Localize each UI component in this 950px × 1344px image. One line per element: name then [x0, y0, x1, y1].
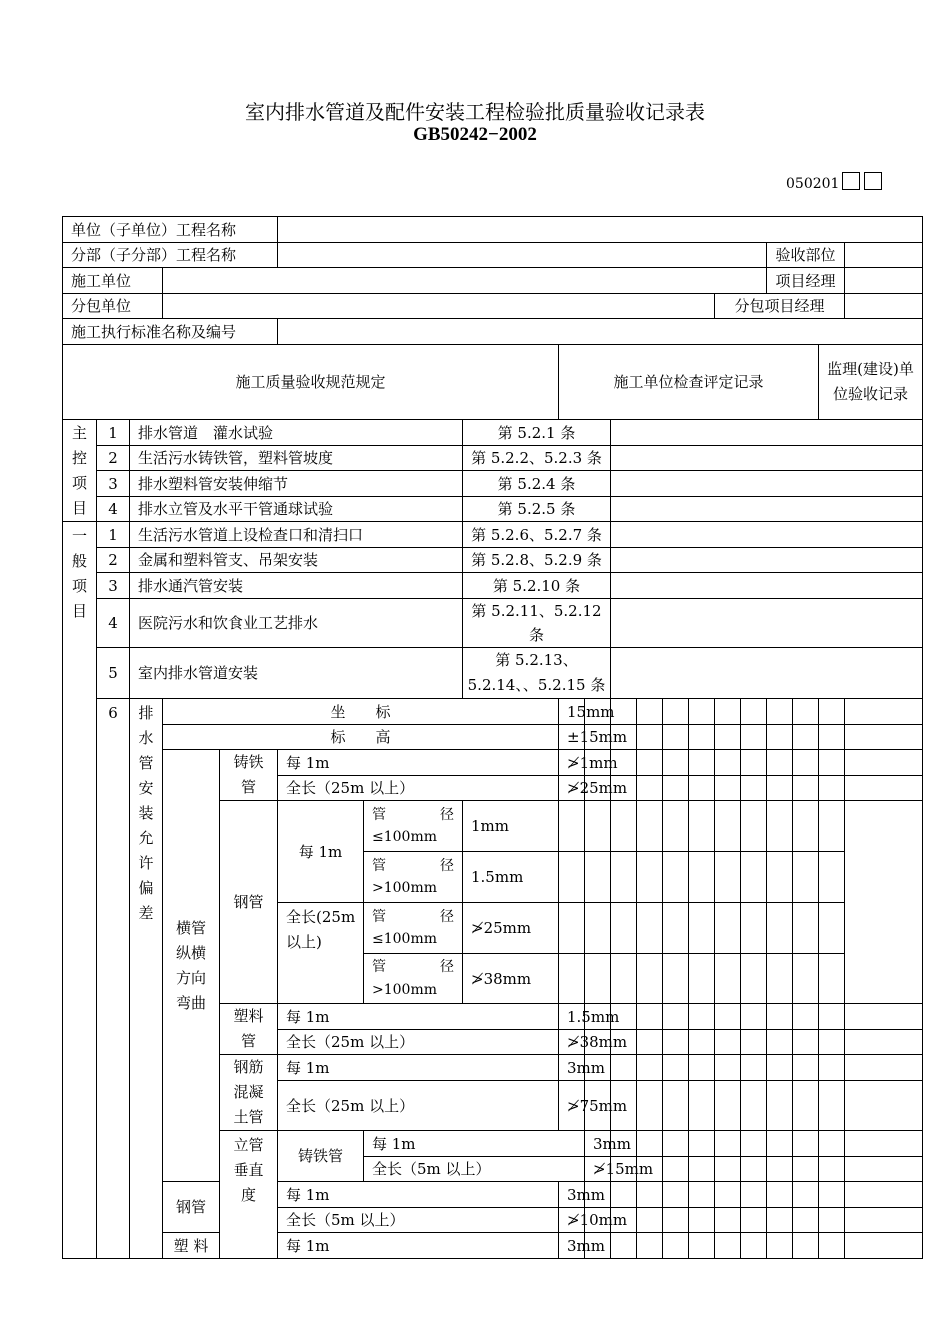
measure-cell[interactable] [663, 1131, 689, 1157]
measure-cell[interactable] [611, 903, 637, 954]
per-meter-label: 每 1m [278, 1055, 559, 1081]
measure-cell[interactable] [689, 1233, 715, 1259]
measure-cell[interactable] [663, 954, 689, 1004]
measure-cell[interactable] [637, 1055, 663, 1081]
general-item: 医院污水和饮食业工艺排水 [130, 599, 463, 648]
form-number-box-1[interactable] [842, 172, 860, 190]
measure-cell[interactable] [715, 801, 741, 852]
spec-header: 施工质量验收规范规定 [63, 345, 559, 420]
general-no: 3 [97, 573, 130, 599]
measure-cell[interactable] [741, 1157, 767, 1182]
measure-cell[interactable] [715, 699, 741, 725]
measure-cell[interactable] [637, 954, 663, 1004]
horizontal-bend-label: 横管纵横方向弯曲 [163, 750, 220, 1182]
measure-cell[interactable] [715, 1208, 741, 1233]
measure-cell[interactable] [663, 903, 689, 954]
measure-cell[interactable] [715, 776, 741, 801]
measure-cell[interactable] [767, 1157, 793, 1182]
tolerance-value: 3mm [585, 1131, 611, 1157]
measure-cell[interactable] [663, 1208, 689, 1233]
measure-cell[interactable] [819, 699, 845, 725]
sub-project-field[interactable] [278, 243, 767, 268]
measure-cell[interactable] [793, 1004, 819, 1030]
measure-cell[interactable] [637, 1208, 663, 1233]
measure-cell[interactable] [819, 1233, 845, 1259]
measure-cell[interactable] [793, 1233, 819, 1259]
general-item: 排水通汽管安装 [130, 573, 463, 599]
general-label: 一般项目 [63, 522, 97, 1259]
measure-cell[interactable] [845, 1233, 923, 1259]
inspection-table [62, 216, 923, 1259]
general-record[interactable] [611, 648, 923, 699]
measure-cell[interactable] [637, 1030, 663, 1055]
measure-cell[interactable] [793, 1208, 819, 1233]
general-no: 4 [97, 599, 130, 648]
measure-cell[interactable] [741, 1131, 767, 1157]
construction-unit-field[interactable] [163, 268, 767, 294]
main-control-no: 3 [97, 471, 130, 497]
measure-cell[interactable] [767, 1208, 793, 1233]
form-title: 室内排水管道及配件安装工程检验批质量验收记录表 [245, 100, 705, 124]
measure-cell[interactable] [793, 801, 819, 852]
main-control-item: 排水管道 灌水试验 [130, 420, 463, 446]
unit-project-label: 单位（子单位）工程名称 [63, 217, 278, 243]
measure-cell[interactable] [663, 1055, 689, 1081]
measure-cell[interactable] [819, 776, 845, 801]
measure-cell[interactable] [715, 1182, 741, 1208]
tolerance-value: 3mm [559, 1233, 585, 1259]
measure-cell[interactable] [819, 1208, 845, 1233]
measure-cell[interactable] [663, 725, 689, 750]
per-meter-label: 每 1m [278, 1182, 559, 1208]
concrete-label: 钢筋混凝土管 [220, 1055, 278, 1131]
measure-cell[interactable] [689, 903, 715, 954]
subcontract-manager-label: 分包项目经理 [715, 294, 845, 319]
general-clause: 第 5.2.10 条 [463, 573, 611, 599]
general-clause: 第 5.2.11、5.2.12 条 [463, 599, 611, 648]
measure-cell[interactable] [793, 903, 819, 954]
measure-cell[interactable] [585, 801, 611, 852]
general-record[interactable] [611, 599, 923, 648]
measure-cell[interactable] [845, 1055, 923, 1081]
steel-label: 钢管 [163, 1182, 220, 1233]
main-control-item: 生活污水铸铁管，塑料管坡度 [130, 446, 463, 471]
measure-cell[interactable] [637, 1182, 663, 1208]
measure-cell[interactable] [689, 725, 715, 750]
measure-cell[interactable] [767, 903, 793, 954]
measure-cell[interactable] [819, 1055, 845, 1081]
tolerance-value: ≯38mm [463, 954, 559, 1004]
subcontract-unit-label: 分包单位 [63, 294, 163, 319]
measure-cell[interactable] [845, 725, 923, 750]
measure-cell[interactable] [715, 1004, 741, 1030]
general-clause: 第 5.2.6、5.2.7 条 [463, 522, 611, 548]
measure-cell[interactable] [741, 1055, 767, 1081]
main-control-no: 1 [97, 420, 130, 446]
exec-standard-label: 施工执行标准名称及编号 [63, 319, 278, 345]
measure-cell[interactable] [793, 776, 819, 801]
elevation-label: 标 高 [163, 725, 559, 750]
measure-cell[interactable] [741, 852, 767, 903]
tolerance-value: ≯1mm [559, 750, 585, 776]
main-control-clause: 第 5.2.5 条 [463, 497, 611, 522]
full-length-label: 全长（5m 以上） [278, 1208, 559, 1233]
per-meter-label: 每 1m [278, 801, 364, 903]
main-control-record[interactable] [611, 420, 923, 446]
measure-cell[interactable] [741, 725, 767, 750]
measure-cell[interactable] [637, 1081, 663, 1131]
measure-cell[interactable] [845, 1004, 923, 1030]
measure-cell[interactable] [741, 1233, 767, 1259]
measure-cell[interactable] [689, 1030, 715, 1055]
main-control-clause: 第 5.2.1 条 [463, 420, 611, 446]
elevation-value: ±15mm [559, 725, 585, 750]
standard-code: GB50242−2002 [413, 124, 537, 145]
construction-unit-label: 施工单位 [63, 268, 163, 294]
measure-cell[interactable] [663, 1182, 689, 1208]
measure-cell[interactable] [689, 699, 715, 725]
tolerance-value: 1mm [463, 801, 559, 852]
measure-cell[interactable] [741, 1208, 767, 1233]
diameter-label: 管 径 ≤100mm [364, 801, 463, 852]
measure-cell[interactable] [637, 1004, 663, 1030]
measure-cell[interactable] [715, 1081, 741, 1131]
form-number-box-2[interactable] [864, 172, 882, 190]
measure-cell[interactable] [793, 852, 819, 903]
measure-cell[interactable] [793, 1055, 819, 1081]
measure-cell[interactable] [767, 1081, 793, 1131]
measure-cell[interactable] [767, 725, 793, 750]
measure-cell[interactable] [793, 1182, 819, 1208]
diameter-label: 管 径 >100mm [364, 852, 463, 903]
measure-cell[interactable] [585, 903, 611, 954]
measure-cell[interactable] [793, 699, 819, 725]
measure-cell[interactable] [663, 776, 689, 801]
measure-cell[interactable] [715, 954, 741, 1004]
measure-cell[interactable] [767, 1182, 793, 1208]
cast-iron-label: 铸铁管 [220, 750, 278, 801]
general-no: 5 [97, 648, 130, 699]
measure-cell[interactable] [611, 1182, 637, 1208]
measure-cell[interactable] [741, 1081, 767, 1131]
measure-cell[interactable] [611, 852, 637, 903]
main-control-item: 排水立管及水平干管通球试验 [130, 497, 463, 522]
main-control-clause: 第 5.2.2、5.2.3 条 [463, 446, 611, 471]
measure-cell[interactable] [663, 1157, 689, 1182]
measure-cell[interactable] [689, 1081, 715, 1131]
measure-cell[interactable] [819, 1004, 845, 1030]
measure-cell[interactable] [637, 750, 663, 776]
measure-cell[interactable] [767, 801, 793, 852]
measure-cell[interactable] [845, 776, 923, 801]
measure-cell[interactable] [585, 852, 611, 903]
inspection-header: 施工单位检查评定记录 [559, 345, 819, 420]
measure-cell[interactable] [637, 1233, 663, 1259]
general-record[interactable] [611, 573, 923, 599]
measure-cell[interactable] [689, 1157, 715, 1182]
measure-cell[interactable] [715, 1055, 741, 1081]
measure-cell[interactable] [793, 1131, 819, 1157]
measure-cell[interactable] [559, 954, 585, 1004]
general-clause: 第 5.2.8、5.2.9 条 [463, 548, 611, 573]
main-control-record[interactable] [611, 497, 923, 522]
tolerance-value: 3mm [559, 1182, 585, 1208]
measure-cell[interactable] [611, 1233, 637, 1259]
diameter-label: 管 径 ≤100mm [364, 903, 463, 954]
measure-cell[interactable] [819, 801, 845, 852]
tolerance-value: ≯25mm [559, 776, 585, 801]
measure-cell[interactable] [741, 903, 767, 954]
measure-cell[interactable] [845, 1208, 923, 1233]
tolerance-value: 3mm [559, 1055, 585, 1081]
measure-cell[interactable] [663, 852, 689, 903]
tolerance-value: ≯15mm [585, 1157, 611, 1182]
measure-cell[interactable] [793, 750, 819, 776]
subcontract-unit-field[interactable] [163, 294, 715, 319]
measure-cell[interactable] [689, 852, 715, 903]
measure-cell[interactable] [819, 954, 845, 1004]
measure-cell[interactable] [845, 1182, 923, 1208]
measure-cell[interactable] [689, 1131, 715, 1157]
measure-cell[interactable] [741, 750, 767, 776]
tolerance-value: 1.5mm [463, 852, 559, 903]
measure-cell[interactable] [741, 1030, 767, 1055]
tolerance-value: ≯75mm [559, 1081, 585, 1131]
measure-cell[interactable] [819, 852, 845, 903]
full-length-label: 全长（5m 以上） [364, 1157, 585, 1182]
main-control-label: 主控项目 [63, 420, 97, 522]
plastic-label: 塑 料 [163, 1233, 220, 1259]
measure-cell[interactable] [637, 776, 663, 801]
measure-cell[interactable] [689, 776, 715, 801]
general-item: 金属和塑料管支、吊架安装 [130, 548, 463, 573]
measure-cell[interactable] [559, 903, 585, 954]
measure-cell[interactable] [559, 801, 585, 852]
general-item: 生活污水管道上设检查口和清扫口 [130, 522, 463, 548]
measure-cell[interactable] [637, 801, 663, 852]
deviation-label: 排水管安装允许偏差 [130, 699, 163, 1259]
measure-cell[interactable] [793, 954, 819, 1004]
measure-cell[interactable] [767, 1233, 793, 1259]
main-control-item: 排水塑料管安装伸缩节 [130, 471, 463, 497]
measure-cell[interactable] [637, 1131, 663, 1157]
measure-cell[interactable] [845, 1157, 923, 1182]
measure-cell[interactable] [793, 1157, 819, 1182]
measure-cell[interactable] [663, 750, 689, 776]
main-control-record[interactable] [611, 446, 923, 471]
measure-cell[interactable] [715, 1157, 741, 1182]
per-meter-label: 每 1m [364, 1131, 585, 1157]
measure-cell[interactable] [819, 1157, 845, 1182]
full-length-label: 全长（25m 以上） [278, 1030, 559, 1055]
full-length-label: 全长（25m 以上） [278, 1081, 559, 1131]
measure-cell[interactable] [741, 699, 767, 725]
measure-cell[interactable] [715, 750, 741, 776]
measure-cell[interactable] [611, 801, 637, 852]
general-no: 2 [97, 548, 130, 573]
measure-cell[interactable] [741, 801, 767, 852]
measure-cell[interactable] [689, 1182, 715, 1208]
general-record[interactable] [611, 548, 923, 573]
measure-cell[interactable] [819, 725, 845, 750]
measure-cell[interactable] [715, 1233, 741, 1259]
measure-cell[interactable] [741, 776, 767, 801]
measure-cell[interactable] [793, 725, 819, 750]
per-meter-label: 每 1m [278, 1004, 559, 1030]
measure-cell[interactable] [715, 1030, 741, 1055]
measure-cell[interactable] [663, 1030, 689, 1055]
measure-cell[interactable] [741, 1182, 767, 1208]
measure-cell[interactable] [689, 750, 715, 776]
measure-cell[interactable] [637, 725, 663, 750]
measure-cell[interactable] [689, 1055, 715, 1081]
measure-cell[interactable] [637, 852, 663, 903]
measure-cell[interactable] [767, 954, 793, 1004]
form-number: 050201 [786, 176, 840, 192]
per-meter-label: 每 1m [278, 750, 559, 776]
project-manager-field[interactable] [845, 268, 923, 294]
steel-label: 钢管 [220, 801, 278, 1004]
measure-cell[interactable] [819, 1081, 845, 1131]
full-length-label: 全长（25m 以上） [278, 776, 559, 801]
supervision-header: 监理(建设)单位验收记录 [819, 345, 923, 420]
measure-cell[interactable] [637, 903, 663, 954]
measure-cell[interactable] [637, 699, 663, 725]
measure-cell[interactable] [611, 954, 637, 1004]
measure-cell[interactable] [845, 1131, 923, 1157]
measure-cell[interactable] [767, 776, 793, 801]
measure-cell[interactable] [819, 1182, 845, 1208]
tolerance-value: ≯38mm [559, 1030, 585, 1055]
measure-cell[interactable] [689, 801, 715, 852]
general-item: 室内排水管道安装 [130, 648, 463, 699]
plastic-label: 塑料管 [220, 1004, 278, 1055]
acceptance-part-field[interactable] [845, 243, 923, 268]
measure-cell[interactable] [767, 750, 793, 776]
measure-cell[interactable] [585, 954, 611, 1004]
measure-cell[interactable] [767, 1004, 793, 1030]
tolerance-value: 1.5mm [559, 1004, 585, 1030]
tolerance-value: ≯10mm [559, 1208, 585, 1233]
coord-value: 15mm [559, 699, 585, 725]
measure-cell[interactable] [741, 1004, 767, 1030]
measure-cell[interactable] [845, 750, 923, 776]
general-no: 1 [97, 522, 130, 548]
measure-cell[interactable] [845, 1030, 923, 1055]
subcontract-manager-field[interactable] [845, 294, 923, 319]
measure-cell[interactable] [767, 699, 793, 725]
diameter-label: 管 径 >100mm [364, 954, 463, 1004]
measure-cell[interactable] [663, 1004, 689, 1030]
general-record[interactable] [611, 522, 923, 548]
measure-cell[interactable] [611, 1055, 637, 1081]
measure-cell[interactable] [715, 903, 741, 954]
measure-cell[interactable] [819, 1030, 845, 1055]
measure-cell[interactable] [767, 852, 793, 903]
project-manager-label: 项目经理 [767, 268, 845, 294]
measure-cell[interactable] [663, 801, 689, 852]
measure-cell[interactable] [819, 1131, 845, 1157]
main-control-no: 2 [97, 446, 130, 471]
acceptance-part-label: 验收部位 [767, 243, 845, 268]
measure-cell[interactable] [819, 903, 845, 954]
per-meter-label: 每 1m [278, 1233, 559, 1259]
measure-cell[interactable] [793, 1030, 819, 1055]
measure-cell[interactable] [819, 750, 845, 776]
cast-iron-label: 铸铁管 [278, 1131, 364, 1182]
measure-cell[interactable] [845, 699, 923, 725]
main-control-clause: 第 5.2.4 条 [463, 471, 611, 497]
measure-cell[interactable] [715, 852, 741, 903]
coord-label: 坐 标 [163, 699, 559, 725]
measure-cell[interactable] [845, 1081, 923, 1131]
measure-cell[interactable] [663, 1081, 689, 1131]
measure-cell[interactable] [767, 1055, 793, 1081]
measure-cell[interactable] [715, 725, 741, 750]
exec-standard-field[interactable] [278, 319, 923, 345]
main-control-no: 4 [97, 497, 130, 522]
measure-cell[interactable] [559, 852, 585, 903]
sub-project-label: 分部（子分部）工程名称 [63, 243, 278, 268]
measure-cell[interactable] [689, 1208, 715, 1233]
measure-cell[interactable] [793, 1081, 819, 1131]
measure-cell[interactable] [767, 1131, 793, 1157]
vertical-label: 立管垂直度 [220, 1131, 278, 1259]
measure-cell[interactable] [663, 699, 689, 725]
unit-project-field[interactable] [278, 217, 923, 243]
main-control-record[interactable] [611, 471, 923, 497]
measure-cell[interactable] [715, 1131, 741, 1157]
general-clause: 第 5.2.13、5.2.14、、5.2.15 条 [463, 648, 611, 699]
tolerance-value: ≯25mm [463, 903, 559, 954]
measure-cell[interactable] [741, 954, 767, 1004]
full-length-label: 全长(25m 以上) [278, 903, 364, 1004]
measure-cell[interactable] [689, 1004, 715, 1030]
general-no: 6 [97, 699, 130, 1259]
measure-cell[interactable] [663, 1233, 689, 1259]
measure-cell[interactable] [689, 954, 715, 1004]
measure-cell[interactable] [767, 1030, 793, 1055]
